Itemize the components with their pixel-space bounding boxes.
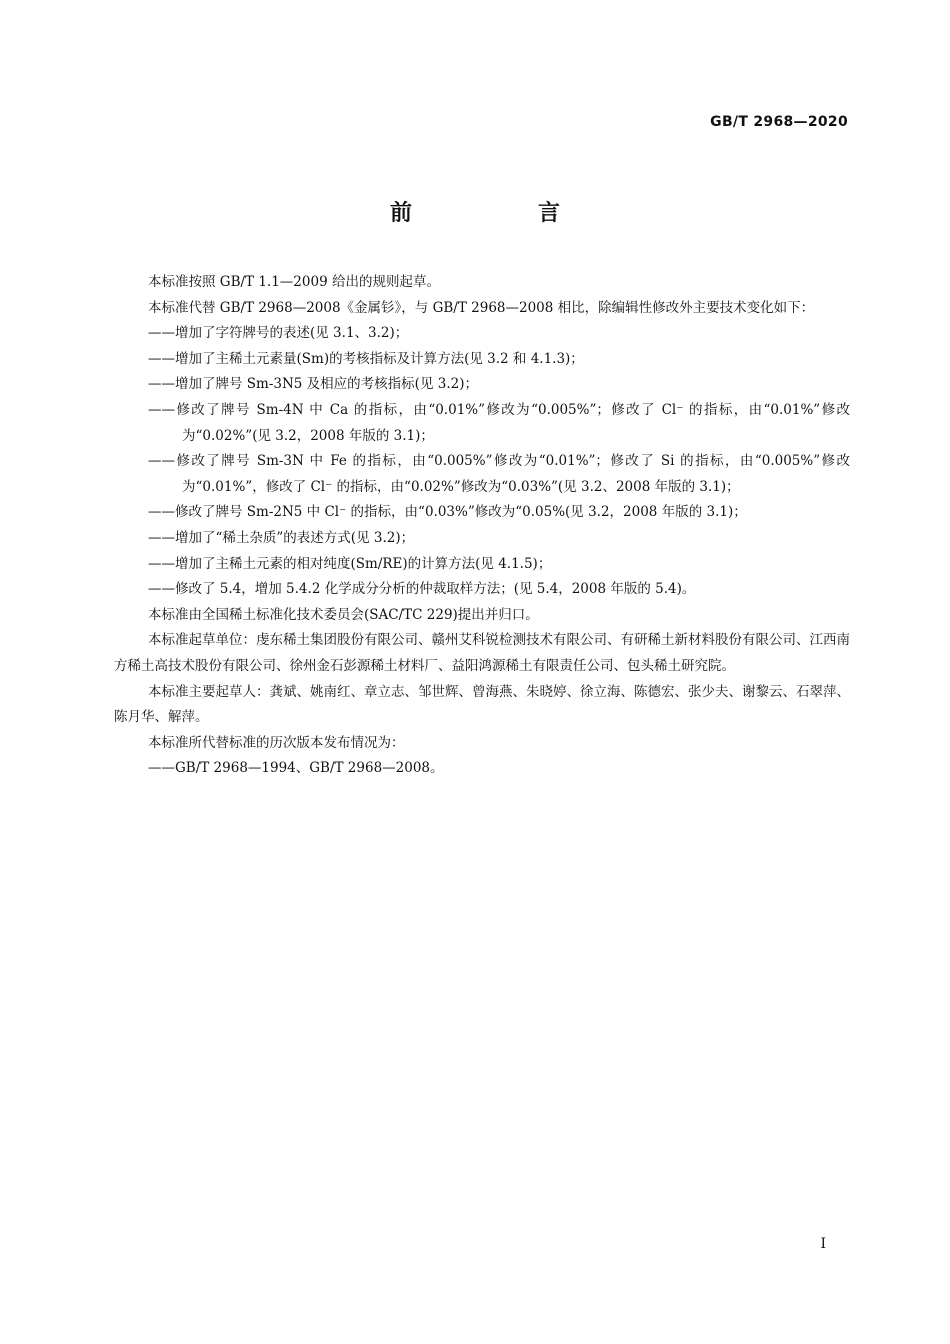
change-list-item: ——修改了 5.4，增加 5.4.2 化学成分分析的仲裁取样方法；(见 5.4，2008 年版的 5.4)。 bbox=[148, 581, 696, 598]
change-list-item: ——增加了字符牌号的表述(见 3.1、3.2)； bbox=[148, 325, 409, 342]
change-list-item: ——修改了牌号 Sm-2N5 中 Cl⁻ 的指标，由“0.03%”修改为“0.05%(见 3.2，2008 年版的 3.1)； bbox=[148, 504, 747, 521]
body-paragraph: 本标准按照 GB/T 1.1—2009 给出的规则起草。 bbox=[148, 274, 440, 290]
history-list-item: ——GB/T 2968—1994、GB/T 2968—2008。 bbox=[148, 760, 444, 777]
change-list-item: ——增加了牌号 Sm-3N5 及相应的考核指标(见 3.2)； bbox=[148, 376, 478, 393]
page-title: 前 言 bbox=[389, 201, 612, 226]
body-paragraph: 本标准主要起草人：龚斌、姚南红、章立志、邹世辉、曾海燕、朱晓婷、徐立海、陈德宏、张少夫、谢黎云、石翠萍、陈月华、解萍。 bbox=[114, 683, 850, 726]
change-list-item: ——增加了主稀土元素量(Sm)的考核指标及计算方法(见 3.2 和 4.1.3)； bbox=[148, 350, 584, 367]
standard-code: GB/T 2968—2020 bbox=[710, 114, 848, 130]
body-paragraph: 本标准起草单位：虔东稀土集团股份有限公司、赣州艾科锐检测技术有限公司、有研稀土新材料股份有限公司、江西南方稀土高技术股份有限公司、徐州金石彭源稀土材料厂、益阳鸿源稀土有限责任公司、包头稀土研究院。 bbox=[114, 632, 850, 674]
body-paragraph: 本标准所代替标准的历次版本发布情况为： bbox=[148, 734, 405, 751]
change-list-item: ——增加了“稀土杂质”的表述方式(见 3.2)； bbox=[148, 529, 415, 546]
body-paragraph: 本标准由全国稀土标准化技术委员会(SAC/TC 229)提出并归口。 bbox=[148, 606, 539, 623]
change-list-item: ——修改了牌号 Sm-3N 中 Fe 的指标，由“0.005%”修改为“0.01%”；修改了 Si 的指标，由“0.005%”修改为“0.01%”，修改了 Cl⁻ 的指标，由“0.02%”修改为“0.03%”(见 3.2、2008 年版的 3.1)； bbox=[148, 453, 850, 495]
document-body bbox=[114, 270, 850, 782]
change-list-item: ——修改了牌号 Sm-4N 中 Ca 的指标，由“0.01%”修改为“0.005%”；修改了 Cl⁻ 的指标，由“0.01%”修改为“0.02%”(见 3.2，2008 年版的 3.1)； bbox=[148, 401, 850, 444]
body-paragraph: 本标准代替 GB/T 2968—2008《金属钐》，与 GB/T 2968—2008 相比，除编辑性修改外主要技术变化如下： bbox=[148, 299, 815, 316]
change-list-item: ——增加了主稀土元素的相对纯度(Sm/RE)的计算方法(见 4.1.5)； bbox=[148, 555, 552, 572]
page-number: I bbox=[820, 1236, 826, 1252]
